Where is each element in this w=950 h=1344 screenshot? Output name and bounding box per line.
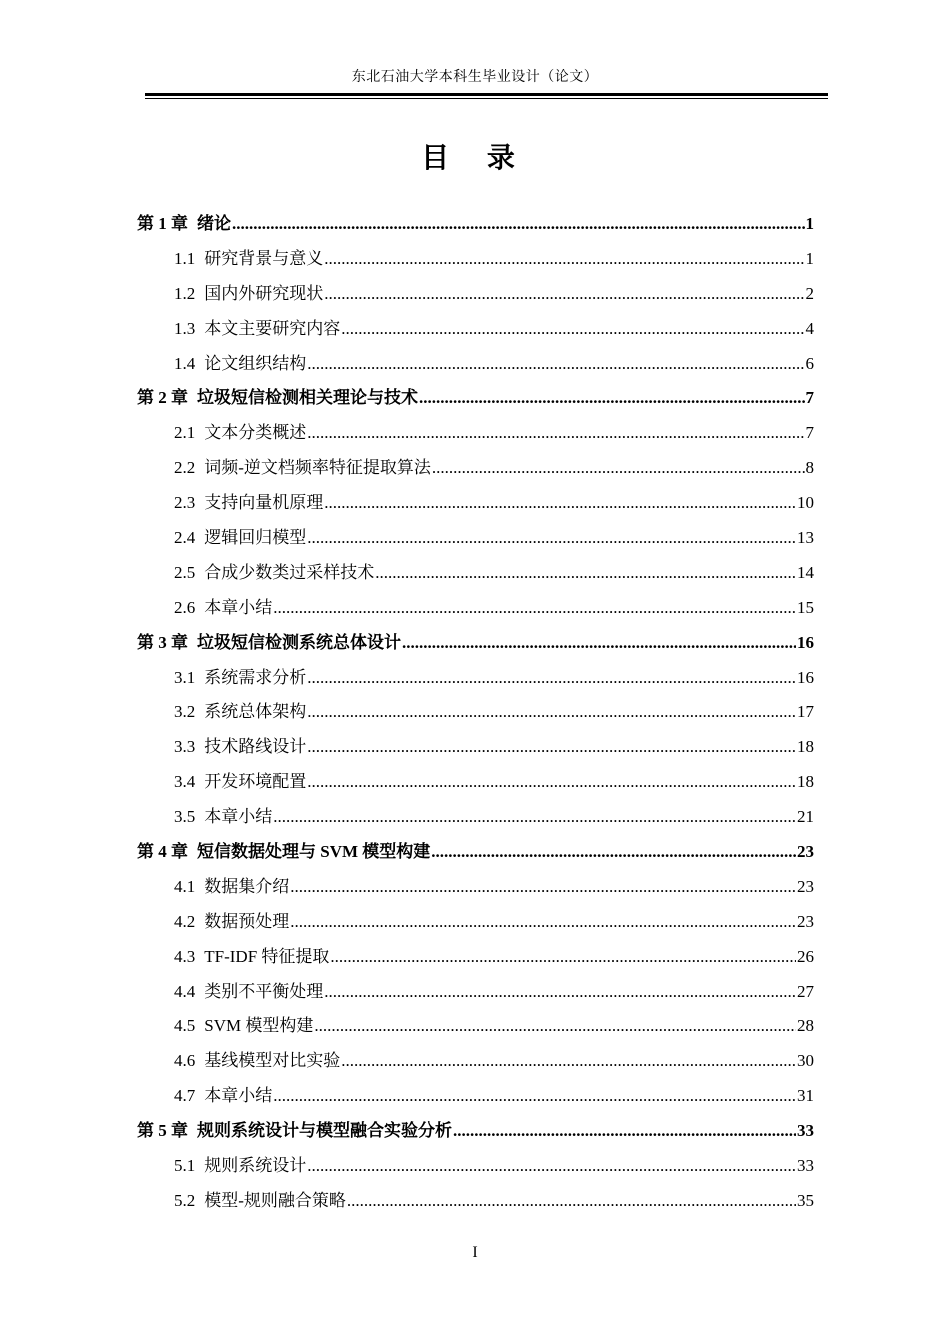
- toc-entry-page: 26: [797, 946, 814, 966]
- dot-leader: [347, 1191, 796, 1211]
- dot-leader: [273, 598, 796, 618]
- toc-entry-label: [174, 767, 306, 792]
- toc-entry-page: 30: [797, 1051, 814, 1071]
- toc-section-entry[interactable]: [137, 279, 814, 314]
- dot-leader: [307, 423, 804, 443]
- dot-leader: [341, 1051, 796, 1071]
- toc-entry-label: [174, 663, 306, 688]
- toc-entry-label: [174, 1186, 346, 1211]
- toc-entry-page: 10: [797, 493, 814, 513]
- toc-entry-title: 规则系统设计与模型融合实验分析: [197, 1121, 452, 1141]
- dot-leader: [402, 633, 796, 653]
- dot-leader: [307, 772, 796, 792]
- dot-leader: [324, 284, 804, 304]
- toc-entry-page: 15: [797, 597, 814, 617]
- toc-section-entry[interactable]: [137, 907, 814, 942]
- toc-entry-number: 3.1: [174, 667, 196, 687]
- dot-leader: [273, 1086, 796, 1106]
- toc-section-entry[interactable]: [137, 767, 814, 802]
- toc-entry-label: [174, 244, 323, 269]
- toc-entry-number: 4.2: [174, 911, 196, 931]
- toc-entry-number: 1.2: [174, 283, 196, 303]
- dot-leader: [307, 702, 796, 722]
- toc-entry-page: 4: [805, 318, 814, 338]
- toc-entry-number: 5.1: [174, 1156, 196, 1176]
- toc-entry-number: 第 1 章: [137, 214, 188, 233]
- toc-entry-number: 2.4: [174, 528, 196, 548]
- toc-entry-title: 本章小结: [204, 807, 273, 827]
- toc-entry-label: [174, 558, 374, 583]
- toc-entry-title: 论文组织结构: [204, 353, 307, 373]
- dot-leader: [432, 458, 805, 478]
- toc-entry-page: 27: [797, 981, 814, 1001]
- toc-entry-title: 研究背景与意义: [204, 248, 324, 268]
- toc-chapter-entry[interactable]: [137, 1116, 814, 1151]
- header-rule-thin: [145, 98, 828, 99]
- toc-entry-number: 2.6: [174, 597, 196, 617]
- toc-section-entry[interactable]: [137, 314, 814, 349]
- toc-entry-page: 7: [805, 388, 814, 408]
- toc-entry-title: 基线模型对比实验: [204, 1051, 341, 1071]
- dot-leader: [307, 1156, 796, 1176]
- toc-entry-title: 类别不平衡处理: [204, 981, 324, 1001]
- toc-section-entry[interactable]: [137, 1046, 814, 1081]
- toc-entry-title: 逻辑回归模型: [204, 528, 307, 548]
- toc-entry-label: [174, 1151, 306, 1176]
- toc-entry-page: 16: [797, 632, 814, 652]
- toc-entry-number: 4.1: [174, 876, 196, 896]
- dot-leader: [324, 982, 796, 1002]
- toc-section-entry[interactable]: [137, 663, 814, 698]
- toc-entry-number: 3.5: [174, 807, 196, 827]
- toc-entry-title: 开发环境配置: [204, 772, 307, 792]
- dot-leader: [307, 668, 796, 688]
- toc-entry-page: 14: [797, 562, 814, 582]
- toc-entry-title: 数据预处理: [204, 911, 290, 931]
- table-of-contents: [137, 209, 814, 1221]
- toc-entry-title: 系统需求分析: [204, 667, 307, 687]
- dot-leader: [307, 528, 796, 548]
- toc-entry-title: 合成少数类过采样技术: [204, 562, 375, 582]
- toc-entry-page: 13: [797, 528, 814, 548]
- toc-entry-number: 3.3: [174, 737, 196, 757]
- toc-entry-page: 8: [805, 458, 814, 478]
- toc-entry-label: [174, 314, 340, 339]
- toc-entry-label: [174, 977, 323, 1002]
- toc-entry-number: 2.1: [174, 423, 196, 443]
- toc-entry-title: 本文主要研究内容: [204, 318, 341, 338]
- toc-section-entry[interactable]: [137, 732, 814, 767]
- toc-entry-label: [174, 488, 323, 513]
- toc-entry-title: 支持向量机原理: [204, 493, 324, 513]
- toc-entry-number: 2.2: [174, 458, 196, 478]
- toc-entry-label: [137, 383, 418, 408]
- toc-section-entry[interactable]: [137, 418, 814, 453]
- toc-entry-label: [174, 1081, 272, 1106]
- toc-entry-title: 系统总体架构: [204, 702, 307, 722]
- toc-section-entry[interactable]: [137, 697, 814, 732]
- toc-entry-title: 垃圾短信检测相关理论与技术: [197, 388, 418, 408]
- dot-leader: [419, 388, 805, 408]
- toc-entry-number: 4.7: [174, 1086, 196, 1106]
- toc-entry-page: 17: [797, 702, 814, 722]
- toc-section-entry[interactable]: [137, 349, 814, 384]
- toc-entry-label: [174, 907, 289, 932]
- toc-section-entry[interactable]: [137, 872, 814, 907]
- toc-entry-label: [174, 732, 306, 757]
- toc-section-entry[interactable]: [137, 977, 814, 1012]
- toc-entry-page: 33: [797, 1156, 814, 1176]
- toc-entry-number: 第 2 章: [137, 388, 188, 408]
- toc-section-entry[interactable]: [137, 453, 814, 488]
- toc-entry-number: 2.5: [174, 562, 196, 582]
- toc-section-entry[interactable]: [137, 1011, 814, 1046]
- toc-section-entry[interactable]: [137, 523, 814, 558]
- toc-entry-title: 短信数据处理与 SVM 模型构建: [197, 842, 431, 862]
- toc-chapter-entry[interactable]: [137, 628, 814, 663]
- toc-entry-page: 23: [797, 842, 814, 862]
- toc-entry-number: 3.4: [174, 772, 196, 792]
- running-header: 东北石油大学本科生毕业设计（论文）: [351, 70, 599, 85]
- toc-entry-label: [137, 209, 231, 234]
- dot-leader: [307, 354, 804, 374]
- toc-entry-number: 4.3: [174, 946, 196, 966]
- toc-entry-label: [174, 872, 289, 897]
- toc-section-entry[interactable]: [137, 593, 814, 628]
- toc-entry-label: [174, 942, 329, 967]
- toc-entry-title: 规则系统设计: [204, 1156, 307, 1176]
- toc-entry-page: 7: [805, 423, 814, 443]
- toc-section-entry[interactable]: [137, 488, 814, 523]
- toc-entry-page: 16: [797, 667, 814, 687]
- dot-leader: [375, 563, 796, 583]
- toc-entry-number: 1.1: [174, 248, 196, 268]
- toc-entry-page: 1: [805, 214, 814, 233]
- dot-leader: [330, 947, 796, 967]
- dot-leader: [341, 319, 804, 339]
- toc-entry-title: 数据集介绍: [204, 876, 290, 896]
- toc-section-entry[interactable]: [137, 558, 814, 593]
- toc-entry-title: 技术路线设计: [204, 737, 307, 757]
- toc-entry-title: 模型-规则融合策略: [204, 1190, 346, 1210]
- toc-entry-label: [174, 279, 323, 304]
- toc-entry-label: [137, 837, 430, 862]
- toc-chapter-entry[interactable]: [137, 209, 814, 244]
- toc-entry-label: [174, 697, 306, 722]
- toc-entry-number: 2.3: [174, 493, 196, 513]
- dot-leader: [290, 912, 796, 932]
- page-number: I: [472, 1244, 478, 1261]
- toc-entry-page: 1: [805, 248, 814, 268]
- toc-entry-title: 垃圾短信检测系统总体设计: [197, 632, 401, 652]
- toc-entry-title: 文本分类概述: [204, 423, 307, 443]
- toc-entry-page: 28: [797, 1016, 814, 1036]
- dot-leader: [232, 214, 805, 234]
- header-rule-thick: [145, 93, 828, 96]
- dot-leader: [324, 249, 804, 269]
- toc-entry-label: [174, 523, 306, 548]
- toc-entry-label: [174, 802, 272, 827]
- toc-entry-title: SVM 模型构建: [204, 1016, 314, 1036]
- toc-entry-number: 第 5 章: [137, 1121, 188, 1141]
- toc-entry-title: 词频-逆文档频率特征提取算法: [204, 458, 431, 478]
- toc-entry-page: 21: [797, 807, 814, 827]
- toc-entry-page: 2: [805, 283, 814, 303]
- toc-section-entry[interactable]: [137, 1151, 814, 1186]
- dot-leader: [290, 877, 796, 897]
- toc-entry-page: 31: [797, 1086, 814, 1106]
- toc-chapter-entry[interactable]: [137, 837, 814, 872]
- toc-entry-title: 本章小结: [204, 597, 273, 617]
- dot-leader: [324, 493, 796, 513]
- toc-entry-number: 5.2: [174, 1190, 196, 1210]
- toc-entry-label: [174, 418, 306, 443]
- toc-entry-label: [174, 1011, 313, 1036]
- toc-entry-page: 23: [797, 911, 814, 931]
- toc-entry-number: 4.4: [174, 981, 196, 1001]
- toc-entry-page: 6: [805, 353, 814, 373]
- toc-section-entry[interactable]: [137, 244, 814, 279]
- toc-entry-label: [174, 1046, 340, 1071]
- dot-leader: [314, 1016, 796, 1036]
- dot-leader: [273, 807, 796, 827]
- toc-chapter-entry[interactable]: [137, 383, 814, 418]
- toc-entry-number: 第 4 章: [137, 842, 188, 862]
- toc-entry-page: 35: [797, 1190, 814, 1210]
- toc-entry-page: 18: [797, 772, 814, 792]
- dot-leader: [307, 737, 796, 757]
- toc-entry-number: 4.6: [174, 1051, 196, 1071]
- toc-section-entry[interactable]: [137, 1081, 814, 1116]
- toc-entry-number: 1.3: [174, 318, 196, 338]
- toc-title: 目 录: [421, 141, 529, 174]
- toc-entry-page: 33: [797, 1121, 814, 1141]
- dot-leader: [431, 842, 796, 862]
- toc-entry-label: [174, 453, 431, 478]
- toc-entry-title: 本章小结: [204, 1086, 273, 1106]
- toc-entry-number: 3.2: [174, 702, 196, 722]
- toc-entry-number: 4.5: [174, 1016, 196, 1036]
- toc-entry-title: 绪论: [197, 214, 231, 233]
- toc-entry-page: 18: [797, 737, 814, 757]
- toc-entry-label: [174, 593, 272, 618]
- toc-entry-number: 第 3 章: [137, 632, 188, 652]
- toc-section-entry[interactable]: [137, 942, 814, 977]
- toc-entry-number: 1.4: [174, 353, 196, 373]
- toc-entry-label: [137, 628, 401, 653]
- toc-entry-title: TF-IDF 特征提取: [204, 946, 330, 966]
- toc-entry-label: [137, 1116, 452, 1141]
- toc-section-entry[interactable]: [137, 1186, 814, 1221]
- toc-section-entry[interactable]: [137, 802, 814, 837]
- toc-entry-label: [174, 349, 306, 374]
- dot-leader: [453, 1121, 796, 1141]
- toc-entry-page: 23: [797, 876, 814, 896]
- toc-entry-title: 国内外研究现状: [204, 283, 324, 303]
